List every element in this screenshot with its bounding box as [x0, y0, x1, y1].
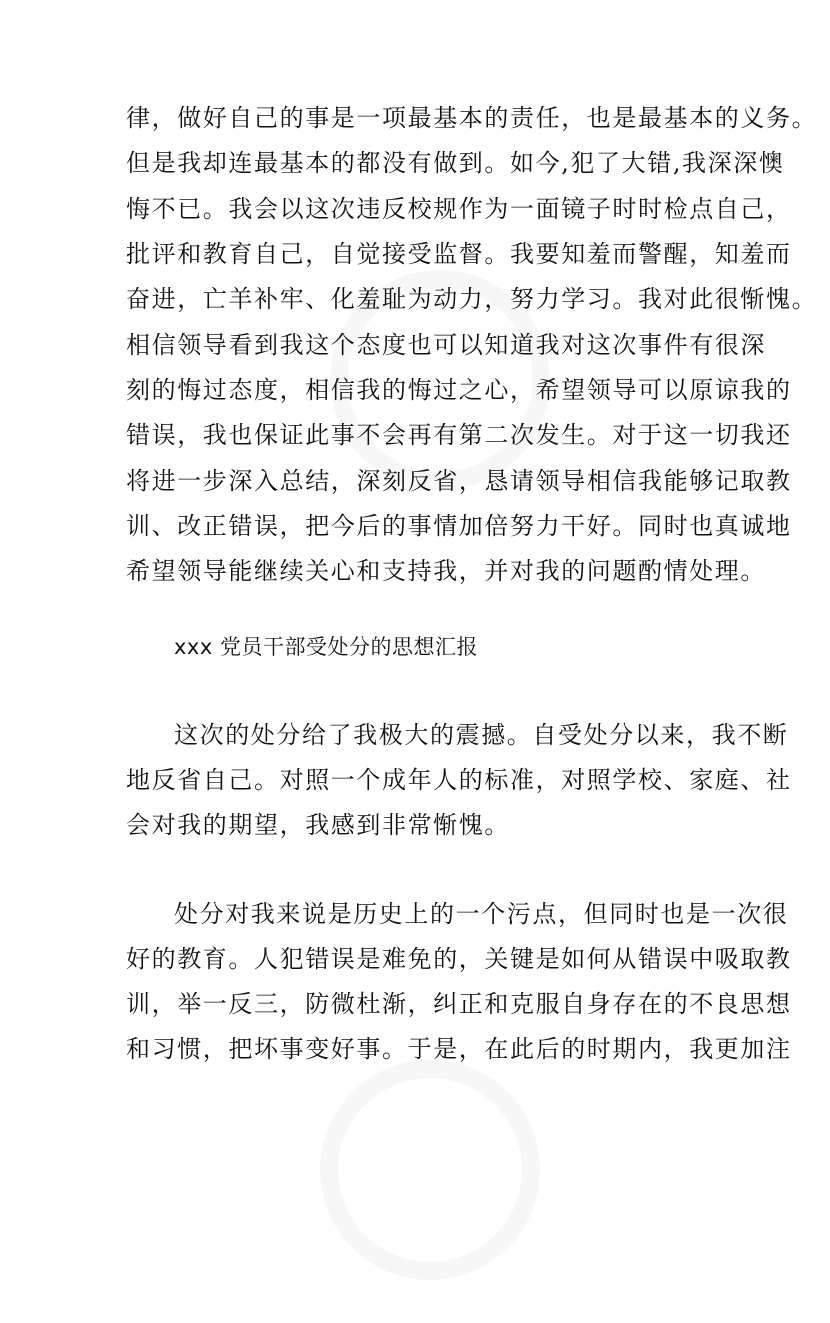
- paragraph-1-line: 错误，我也保证此事不会再有第二次发生。对于这一切我还: [126, 421, 792, 449]
- paragraph-1-line: 刻的悔过态度，相信我的悔过之心，希望领导可以原谅我的: [126, 376, 792, 404]
- paragraph-1-line: 相信领导看到我这个态度也可以知道我对这次事件有很深: [126, 331, 766, 359]
- paragraph-1-line: 但是我却连最基本的都没有做到。如今,犯了大错,我深深懊: [126, 149, 785, 177]
- paragraph-1-line: 悔不已。我会以这次违反校规作为一面镜子时时检点自己，: [126, 195, 792, 223]
- section-title: xxx 党员干部受处分的思想汇报: [174, 635, 478, 659]
- paragraph-1-line: 训、改正错误，把今后的事情加倍努力干好。同时也真诚地: [126, 512, 792, 540]
- paragraph-1-line: 将进一步深入总结，深刻反省，恳请领导相信我能够记取教: [126, 467, 792, 495]
- paragraph-1-line: 希望领导能继续关心和支持我，并对我的问题酌情处理。: [126, 557, 766, 585]
- paragraph-3-line: 处分对我来说是历史上的一个污点，但同时也是一次很: [174, 900, 789, 928]
- paragraph-1-line: 律，做好自己的事是一项最基本的责任，也是最基本的义务。: [126, 104, 818, 132]
- paragraph-3-line: 和习惯，把坏事变好事。于是，在此后的时期内，我更加注: [126, 1035, 792, 1063]
- paragraph-2-line: 地反省自己。对照一个成年人的标准，对照学校、家庭、社: [126, 766, 792, 794]
- paragraph-3-line: 好的教育。人犯错误是难免的，关键是如何从错误中吸取教: [126, 945, 792, 973]
- paragraph-1-line: 奋进，亡羊补牢、化羞耻为动力，努力学习。我对此很惭愧。: [126, 285, 818, 313]
- paragraph-2-line: 会对我的期望，我感到非常惭愧。: [126, 811, 510, 839]
- paragraph-3-line: 训，举一反三，防微杜渐，纠正和克服自身存在的不良思想: [126, 990, 792, 1018]
- paragraph-1-line: 批评和教育自己，自觉接受监督。我要知羞而警醒，知羞而: [126, 240, 792, 268]
- paragraph-2-line: 这次的处分给了我极大的震撼。自受处分以来，我不断: [174, 721, 789, 749]
